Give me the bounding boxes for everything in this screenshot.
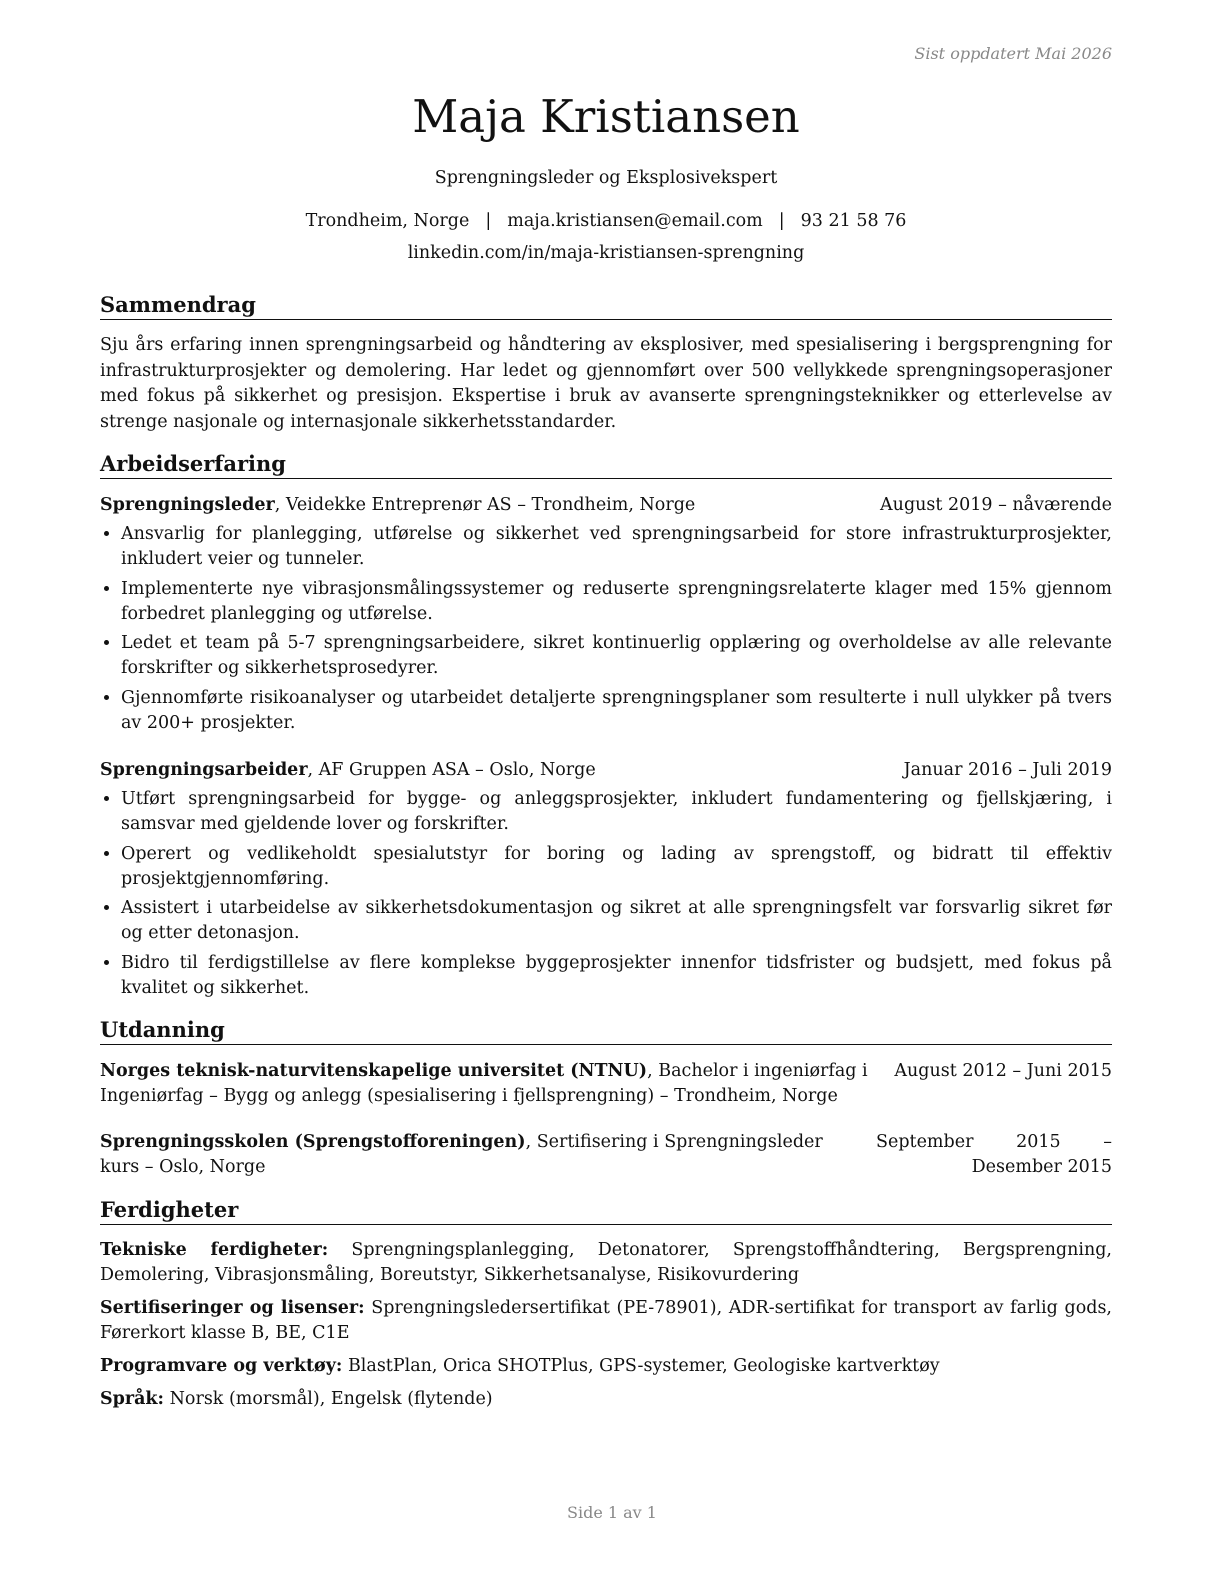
job-bullets	[100, 787, 1112, 1001]
degree: , Sertifisering i Sprengningsleder kurs – Oslo, Norge	[100, 1131, 823, 1177]
job-company: , Veidekke Entreprenør AS – Trondheim, Norge	[274, 495, 696, 515]
job-company: , AF Gruppen ASA – Oslo, Norge	[307, 760, 596, 780]
school-name: Sprengningsskolen (Sprengstofforeningen)	[100, 1131, 526, 1152]
list-item: • Ansvarlig for planlegging, utførelse og sikkerhet ved sprengningsarbeid for store infrastrukturprosjekter, inkludert veier og tunneler.	[121, 522, 1112, 572]
education-entry	[100, 1130, 1112, 1181]
job-header	[100, 758, 1112, 783]
job-title-line	[100, 493, 695, 518]
list-item: • Bidro til ferdigstillelse av flere komplekse byggeprosjekter innenfor tidsfrister og budsjett, med fokus på kvalitet og sikkerhet.	[121, 951, 1112, 1001]
school-name: Norges teknisk-naturvitenskapelige universitet (NTNU)	[100, 1060, 648, 1081]
list-item: • Assistert i utarbeidelse av sikkerhetsdokumentasjon og sikret at alle sprengningsfelt var forsvarlig sikret før og etter detonasjon.	[121, 896, 1112, 946]
section-title-summary: Sammendrag	[100, 292, 1112, 320]
skill-label: Tekniske ferdigheter:	[100, 1239, 329, 1260]
education-date: September 2015 – Desember 2015	[876, 1131, 1112, 1177]
skill-row	[100, 1238, 1112, 1288]
skill-row	[100, 1387, 1112, 1412]
skill-value: Sprengningsplanlegging, Detonatorer, Sprengstoffhåndtering, Bergsprengning, Demolering, Vibrasjonsmåling, Boreutstyr, Sikkerhetsanalyse, Risikovurdering	[100, 1239, 1112, 1285]
skill-label: Sertifiseringer og lisenser:	[100, 1297, 365, 1318]
separator: |	[778, 211, 785, 231]
phone: 93 21 58 76	[800, 211, 907, 231]
list-item: • Implementerte nye vibrasjonsmålingssystemer og reduserte sprengningsrelaterte klager med 15% gjennom forbedret planlegging og utførelse.	[121, 577, 1112, 627]
job-date: Januar 2016 – Juli 2019	[903, 760, 1112, 780]
skill-label: Programvare og verktøy:	[100, 1355, 343, 1376]
list-item: • Operert og vedlikeholdt spesialutstyr for boring og lading av sprengstoff, og bidratt til effektiv prosjektgjennomføring.	[121, 842, 1112, 892]
job-title-line	[100, 758, 596, 783]
job-role: Sprengningsleder	[100, 495, 275, 515]
last-updated: Sist oppdatert Mai 2026	[914, 44, 1112, 63]
page-number: Side 1 av 1	[567, 1503, 657, 1522]
job-header	[100, 493, 1112, 518]
linkedin-link[interactable]: linkedin.com/in/maja-kristiansen-sprengning	[407, 243, 805, 263]
separator: |	[485, 211, 492, 231]
list-item: • Utført sprengningsarbeid for bygge- og anleggsprosjekter, inkludert fundamentering og fjellskjæring, i samsvar med gjeldende lover og forskrifter.	[121, 787, 1112, 837]
section-title-experience: Arbeidserfaring	[100, 451, 1112, 479]
email-link[interactable]: maja.kristiansen@email.com	[507, 211, 763, 231]
location: Trondheim, Norge	[305, 211, 470, 231]
contact-line	[100, 208, 1112, 234]
job-bullets	[100, 522, 1112, 736]
skill-row	[100, 1296, 1112, 1346]
skill-label: Språk:	[100, 1388, 165, 1409]
education-text	[100, 1059, 894, 1110]
summary-text: Sju års erfaring innen sprengningsarbeid og håndtering av eksplosiver, med spesialisering i bergsprengning for infrastrukturprosjekter og demolering. Har ledet og gjennomført over 500 vellykkede sprengningsoperasjoner med fokus på sikkerhet og presisjon. Ekspertise i bruk av avanserte sprengningsteknikker og etterlevelse av strenge nasjonale og internasjonale sikkerhetsstandarder.	[100, 335, 1112, 432]
section-title-skills: Ferdigheter	[100, 1197, 1112, 1225]
skill-value: Sprengningsledersertifikat (PE-78901), ADR-sertifikat for transport av farlig gods, Førerkort klasse B, BE, C1E	[100, 1297, 1112, 1343]
skill-row	[100, 1354, 1112, 1379]
education-date: August 2012 – Juni 2015	[894, 1060, 1112, 1081]
education-entry	[100, 1059, 1112, 1110]
list-item: • Gjennomførte risikoanalyser og utarbeidet detaljerte sprengningsplaner som resulterte i null ulykker på tvers av 200+ prosjekter.	[121, 686, 1112, 736]
person-name: Maja Kristiansen	[412, 90, 800, 143]
education-text	[100, 1130, 876, 1181]
skill-value: Norsk (morsmål), Engelsk (flytende)	[169, 1388, 493, 1409]
section-title-education: Utdanning	[100, 1017, 1112, 1045]
job-entry	[100, 493, 1112, 736]
list-item: • Ledet et team på 5-7 sprengningsarbeidere, sikret kontinuerlig opplæring og overholdelse av alle relevante forskrifter og sikkerhetsprosedyrer.	[121, 631, 1112, 681]
skill-value: BlastPlan, Orica SHOTPlus, GPS-systemer, Geologiske kartverktøy	[347, 1355, 940, 1376]
job-entry	[100, 758, 1112, 1001]
degree: , Bachelor i ingeniørfag i Ingeniørfag – Bygg og anlegg (spesialisering i fjellsprengning) – Trondheim, Norge	[100, 1060, 868, 1106]
job-date: August 2019 – nåværende	[880, 495, 1112, 515]
headline: Sprengningsleder og Eksplosivekspert	[434, 168, 778, 188]
job-role: Sprengningsarbeider	[100, 760, 308, 780]
skills-list	[100, 1238, 1112, 1412]
